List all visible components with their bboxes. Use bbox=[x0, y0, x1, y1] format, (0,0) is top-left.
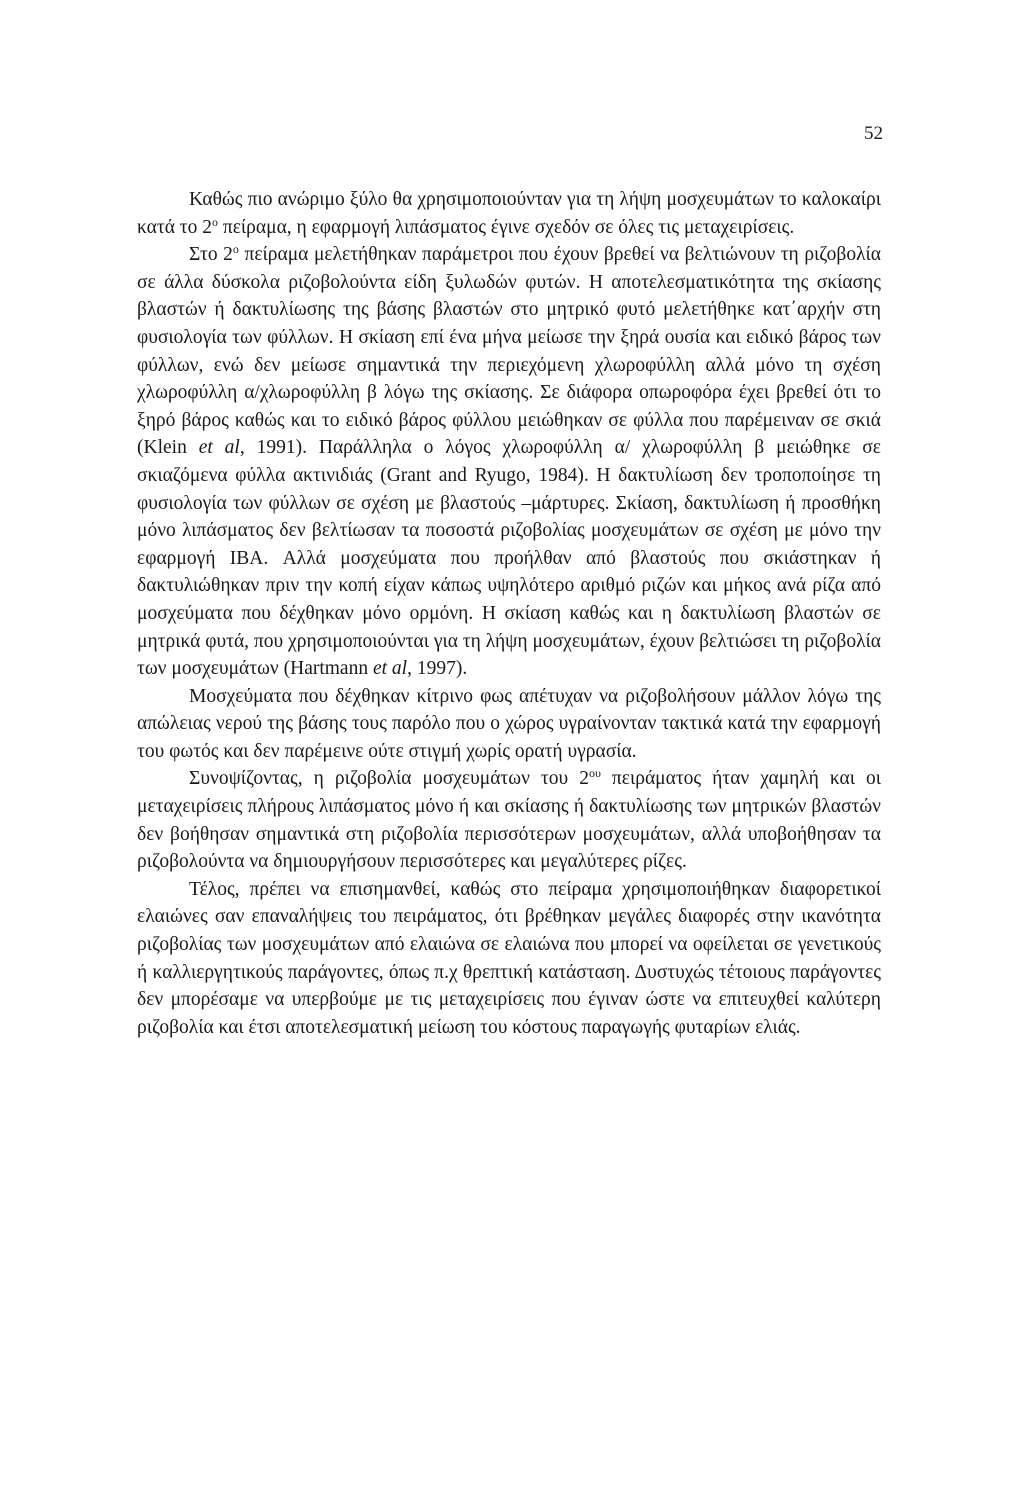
text-span: πείραμα, η εφαρμογή λιπάσματος έγινε σχεδόν σε όλες τις μεταχειρίσεις. bbox=[218, 216, 795, 238]
paragraph bbox=[137, 876, 881, 1042]
text-span: , 1997). bbox=[407, 658, 468, 680]
text-span: Μοσχεύματα που δέχθηκαν κίτρινο φως απέτυχαν να ριζοβολήσουν μάλλον λόγω της απώλειας νερού της βάσης τους παρόλο που ο χώρος υγραίνονταν τακτικά κατά την εφαρμογή του φωτός και δεν παρέμεινε ούτε στιγμή χωρίς ορατή υγρασία. bbox=[137, 685, 881, 762]
superscript: ο bbox=[212, 214, 219, 229]
text-span: πειράματος ήταν χαμηλή και οι μεταχειρίσεις πλήρους λιπάσματος μόνο ή και σκίασης ή δακτυλίωσης των μητρικών βλαστών δεν βοήθησαν σημαντικά στη ριζοβολία περισσότερων μοσχευμάτων, αλλά υποβοήθησαν τα ριζοβολούντα να δημιουργήσουν περισσότερες και μεγαλύτερες ρίζες. bbox=[137, 768, 881, 873]
paragraph bbox=[137, 765, 881, 875]
italic-text: et al bbox=[372, 658, 408, 680]
paragraph bbox=[137, 241, 881, 683]
text-span: , 1991). Παράλληλα ο λόγος χλωροφύλλη α/ χλωροφύλλη β μειώθηκε σε σκιαζόμενα φύλλα ακτινιδιάς (Grant and Ryugo, 1984). Η δακτυλίωση δεν τροποποίησε τη φυσιολογία των φύλλων σε σχέση με βλαστούς –μάρτυρες. Σκίαση, δακτυλίωση ή προσθήκη μόνο λιπάσματος δεν βελτίωσαν τα ποσοστά ριζοβολίας μοσχευμάτων σε σχέση με μόνο την εφαρμογή IBA. Αλλά μοσχεύματα που προήλθαν από βλαστούς που σκιάστηκαν ή δακτυλιώθηκαν πριν την κοπή είχαν κάπως υψηλότερο αριθμό ριζών και μήκος ανά ρίζα από μοσχεύματα που δέχθηκαν μόνο ορμόνη. Η σκίαση καθώς και η δακτυλίωση βλαστών σε μητρικά φυτά, που χρησιμοποιούνται για τη λήψη μοσχευμάτων, έχουν βελτιώσει τη ριζοβολία των μοσχευμάτων (Hartmann bbox=[137, 437, 881, 680]
page-number: 52 bbox=[864, 123, 883, 144]
paragraph bbox=[137, 186, 881, 241]
text-span: Συνοψίζοντας, η ριζοβολία μοσχευμάτων του 2 bbox=[189, 768, 589, 790]
text-span: Τέλος, πρέπει να επισημανθεί, καθώς στο πείραμα χρησιμοποιήθηκαν διαφορετικοί ελαιώνες σαν επαναλήψεις του πειράματος, ότι βρέθηκαν μεγάλες διαφορές στην ικανότητα ριζοβολίας των μοσχευμάτων από ελαιώνα σε ελαιώνα που μπορεί να οφείλεται σε γενετικούς ή καλλιεργητικούς παράγοντες, όπως π.χ θρεπτική κατάσταση. Δυστυχώς τέτοιους παράγοντες δεν μπορέσαμε να υπερβούμε με τις μεταχειρίσεις που έγιναν ώστε να επιτευχθεί καλύτερη ριζοβολία και έτσι αποτελεσματική μείωση του κόστους παραγωγής φυταρίων ελιάς. bbox=[137, 878, 881, 1038]
text-span: Στο 2 bbox=[189, 244, 233, 266]
paragraph bbox=[137, 683, 881, 766]
italic-text: et al bbox=[198, 437, 240, 459]
document-body bbox=[137, 186, 881, 1041]
text-span: πείραμα μελετήθηκαν παράμετροι που έχουν βρεθεί να βελτιώνουν τη ριζοβολία σε άλλα δύσκολα ριζοβολούντα είδη ξυλωδών φυτών. Η αποτελεσματικότητα της σκίασης βλαστών ή δακτυλίωσης της βάσης βλαστών στο μητρικό φυτό μελετήθηκε κατ΄αρχήν στη φυσιολογία των φύλλων. Η σκίαση επί ένα μήνα μείωσε την ξηρά ουσία και ειδικό βάρος των φύλλων, ενώ δεν μείωσε σημαντικά την περιεχόμενη χλωροφύλλη αλλά μόνο τη σχέση χλωροφύλλη α/χλωροφύλλη β λόγω της σκίασης. Σε διάφορα οπωροφόρα έχει βρεθεί ότι το ξηρό βάρος καθώς και το ειδικό βάρος φύλλου μειώθηκαν σε φύλλα που παρέμειναν σε σκιά (Klein bbox=[137, 244, 881, 459]
superscript: ο bbox=[232, 242, 239, 257]
text-span: Καθώς πιο ανώριμο ξύλο θα χρησιμοποιούνταν για τη λήψη μοσχευμάτων το καλοκαίρι κατά το 2 bbox=[137, 189, 881, 238]
superscript: ου bbox=[588, 766, 601, 781]
